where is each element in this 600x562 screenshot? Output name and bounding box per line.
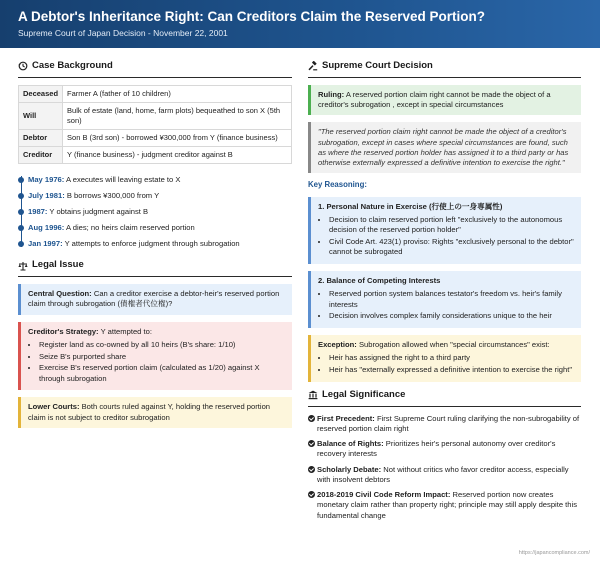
item-label: First Precedent: (317, 413, 375, 423)
quote-text: "The reserved portion claim right cannot be made the object of a creditor's subrogation, except in cases where special circumstances are found, such as where the reserved portion holder has assigned it to a third party or has otherwise externally expressed a definitive intention to exercise the right." (318, 127, 569, 168)
box-title: 2. Balance of Competing Interests (318, 276, 441, 286)
section-legal-issue (18, 259, 292, 277)
list-item: • Decision to claim reserved portion left "exclusively to the autonomous decision of the reserved portion holder" (329, 215, 574, 236)
timeline-dot (18, 193, 24, 199)
footer-url: https://japancompliance.com/ (518, 549, 590, 556)
page-title: A Debtor's Inheritance Right: Can Creditors Claim the Reserved Portion? (18, 9, 486, 24)
check-circle-icon (308, 466, 315, 473)
timeline-text: Y attempts to enforce judgment through subrogation (64, 238, 240, 248)
check-circle-icon (308, 491, 315, 498)
table-row (19, 130, 292, 147)
row-key: Creditor (19, 147, 63, 164)
box-label: Central Question: (28, 289, 92, 299)
timeline-item (28, 236, 292, 252)
reason-balance-box (308, 271, 581, 328)
timeline-text: A dies; no heirs claim reserved portion (66, 222, 195, 232)
timeline-text: B borrows ¥300,000 from Y (66, 191, 160, 201)
timeline-dot (18, 241, 24, 247)
section-legal-significance (308, 389, 581, 407)
balance-scale-icon (18, 261, 28, 271)
section-title-text: Legal Issue (32, 259, 84, 271)
key-reasoning-heading: Key Reasoning: (308, 180, 367, 190)
significance-item (308, 490, 581, 521)
significance-item (308, 439, 581, 460)
timeline-text: A executes will leaving estate to X (66, 175, 181, 185)
row-value: Farmer A (father of 10 children) (63, 85, 292, 102)
content-columns (0, 48, 600, 562)
row-value: Y (finance business) - judgment creditor against B (63, 147, 292, 164)
left-column (18, 60, 292, 435)
section-title-text: Legal Significance (322, 388, 406, 400)
ruling-box (308, 85, 581, 116)
list-item: • Exercise B's reserved portion claim (calculated as 1/20) against X through subrogation (39, 363, 285, 384)
row-key: Will (19, 102, 63, 129)
timeline-item (28, 188, 292, 204)
item-text: Not without critics who favor creditor access, especially with insolvent debtors (317, 464, 569, 484)
list-item: • Heir has assigned the right to a third party (329, 353, 574, 363)
box-label: Ruling: (318, 89, 345, 99)
table-row (19, 147, 292, 164)
list-item: • Reserved portion system balances testator's freedom vs. heir's family interests (329, 289, 574, 310)
page-subtitle: Supreme Court of Japan Decision - November 22, 2001 (18, 28, 228, 38)
section-title-text: Case Background (32, 60, 113, 71)
list-item: • Civil Code Art. 423(1) proviso: Rights "exclusively personal to the debtor" cannot be subrogated (329, 237, 574, 258)
section-title-text: Supreme Court Decision (322, 60, 433, 71)
history-icon (18, 61, 28, 71)
timeline-date: July 1981: (28, 191, 65, 201)
check-circle-icon (308, 440, 315, 447)
list-item: • Register land as co-owned by all 10 heirs (B's share: 1/10) (39, 340, 285, 350)
lower-courts-box (18, 397, 292, 428)
timeline-date: May 1976: (28, 175, 65, 185)
box-text: A reserved portion claim right cannot be made the object of a creditor's subrogation , except in special circumstances (318, 89, 551, 110)
right-column (308, 60, 581, 526)
timeline-item (28, 172, 292, 188)
timeline-item (28, 220, 292, 236)
case-table (18, 85, 292, 165)
box-label: Creditor's Strategy: (28, 326, 99, 336)
timeline (18, 172, 292, 251)
box-text: Can a creditor exercise a debtor-heir's reserved portion claim through subrogation (債権者代位権)? (28, 289, 280, 309)
central-question-box (18, 284, 292, 315)
box-text: Y attempted to: (100, 326, 152, 336)
item-text: Prioritizes heir's personal autonomy over creditor's recovery interests (317, 439, 556, 459)
timeline-dot (18, 177, 24, 183)
reason1-list (329, 215, 574, 258)
box-text: Both courts ruled against Y, holding the reserved portion claim is not subject to creditor subrogation (28, 402, 271, 422)
exception-list (329, 353, 574, 375)
reason2-list (329, 289, 574, 321)
item-label: 2018-2019 Civil Code Reform Impact: (317, 490, 451, 500)
page-header (0, 0, 600, 48)
row-value: Son B (3rd son) - borrowed ¥300,000 from Y (finance business) (63, 130, 292, 147)
timeline-date: Jan 1997: (28, 238, 63, 248)
section-supreme-court (308, 60, 581, 78)
table-row (19, 85, 292, 102)
exception-box (308, 335, 581, 382)
reason-personal-nature-box (308, 197, 581, 264)
timeline-dot (18, 209, 24, 215)
table-row (19, 102, 292, 129)
box-label: Lower Courts: (28, 402, 80, 412)
box-label: Exception: (318, 340, 357, 350)
list-item: • Seize B's purported share (39, 352, 285, 362)
row-value: Bulk of estate (land, home, farm plots) bequeathed to son X (5th son) (63, 102, 292, 129)
item-label: Scholarly Debate: (317, 464, 382, 474)
timeline-item (28, 204, 292, 220)
box-title: 1. Personal Nature in Exercise (行使上の一身専属性) (318, 201, 503, 211)
item-text: First Supreme Court ruling clarifying the non-subrogability of reserved portion claim right (317, 413, 580, 433)
gavel-icon (308, 61, 318, 71)
item-text: Reserved portion now creates monetary claim rather than property right; principle may still apply despite this fundamental change (317, 490, 577, 520)
landmark-icon (308, 390, 318, 400)
strategy-list (39, 340, 285, 384)
item-label: Balance of Rights: (317, 439, 384, 449)
timeline-date: Aug 1996: (28, 222, 65, 232)
timeline-dot (18, 225, 24, 231)
row-key: Deceased (19, 85, 63, 102)
significance-item (308, 465, 581, 486)
box-text: Subrogation allowed when "special circumstances" exist: (358, 340, 550, 350)
creditor-strategy-box (18, 322, 292, 391)
section-case-background (18, 60, 292, 78)
quote-box (308, 122, 581, 173)
timeline-text: Y obtains judgment against B (49, 207, 149, 217)
check-circle-icon (308, 415, 315, 422)
list-item: • Heir has "externally expressed a definitive intention to exercise the right" (329, 365, 574, 375)
row-key: Debtor (19, 130, 63, 147)
list-item: • Decision involves complex family considerations unique to the heir (329, 311, 574, 321)
timeline-date: 1987: (28, 207, 48, 217)
significance-item (308, 414, 581, 435)
